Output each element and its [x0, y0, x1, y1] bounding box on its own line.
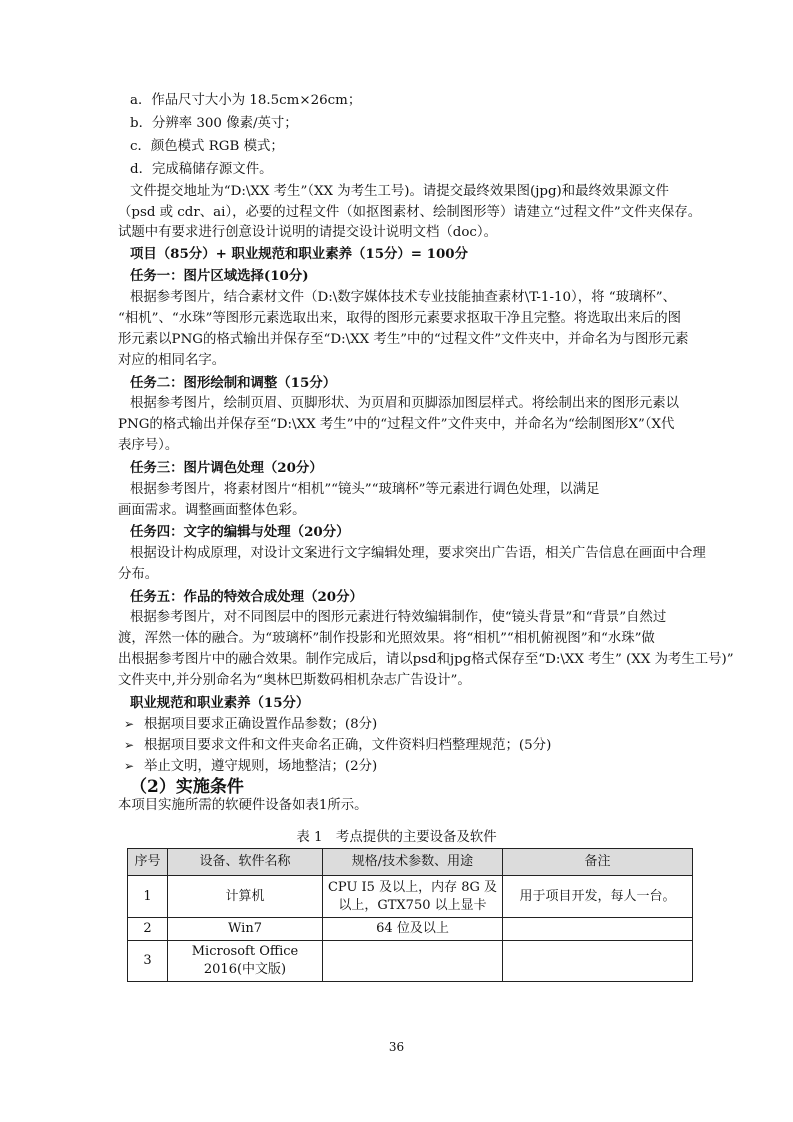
submission-line-1: 文件提交地址为“D:\XX 考生”（XX 为考生工号)。请提交最终效果图(jpg)和最终效果源文件: [130, 184, 669, 199]
param-size: a．作品尺寸大小为 18.5cm×26cm；: [130, 93, 362, 108]
task2-heading: 任务二：图形绘制和调整（15分）: [130, 375, 337, 391]
section-heading: （2）实施条件: [130, 777, 244, 797]
table-cell: [323, 941, 503, 982]
table-cell: [503, 941, 693, 982]
table-caption: 表 1 考点提供的主要设备及软件: [296, 830, 497, 845]
task5-line-1: 根据参考图片，对不同图层中的图形元素进行特效编辑制作，使“镜头背景”和“背景”自然过: [130, 610, 667, 625]
professional-heading: 职业规范和职业素养（15分）: [130, 695, 310, 711]
table-cell: 3: [128, 941, 168, 982]
task3-heading: 任务三：图片调色处理（20分）: [130, 460, 323, 476]
table-header-cell: 备注: [503, 849, 693, 876]
table-cell: Microsoft Office 2016(中文版): [168, 941, 323, 982]
table-cell: 用于项目开发，每人一台。: [503, 876, 693, 918]
table-row: [128, 918, 693, 941]
table-row: [128, 941, 693, 982]
bullet-item: ➢ 举止文明，遵守规则，场地整洁；(2分): [124, 756, 377, 777]
table-cell: 计算机: [168, 876, 323, 918]
task2-line-3: 表序号）。: [118, 438, 179, 453]
task3-line-2: 画面需求。调整画面整体色彩。: [118, 503, 306, 518]
score-summary: 项目（85分）+ 职业规范和职业素养（15分）= 100分: [130, 246, 469, 262]
table-cell: CPU I5 及以上，内存 8G 及以上，GTX750 以上显卡: [323, 876, 503, 918]
table-header-row: [128, 849, 693, 876]
equipment-table: [127, 848, 693, 982]
task4-line-1: 根据设计构成原理，对设计文案进行文字编辑处理，要求突出广告语，相关广告信息在画面中合理: [130, 546, 706, 561]
task2-line-2: PNG的格式输出并保存至“D:\XX 考生”中的“过程文件”文件夹中，并命名为“绘制图形X”（X代: [118, 417, 675, 432]
arrow-bullet-icon: ➢: [124, 759, 135, 773]
arrow-bullet-icon: ➢: [124, 717, 135, 731]
page-number: 36: [388, 1040, 405, 1054]
task5-line-3: 出根据参考图片中的融合效果。制作完成后，请以psd和jpg格式保存至“D:\XX 考生” (XX 为考生工号)”: [118, 652, 734, 667]
arrow-bullet-icon: ➢: [124, 738, 135, 752]
task1-line-1: 根据参考图片，结合素材文件（D:\数字媒体技术专业技能抽查素材\T-1-10），将 “玻璃杯”、: [130, 290, 676, 305]
table-cell: Win7: [168, 918, 323, 941]
task5-heading: 任务五：作品的特效合成处理（20分）: [130, 589, 363, 605]
table-cell: [503, 918, 693, 941]
table-row: [128, 876, 693, 918]
section-intro: 本项目实施所需的软硬件设备如表1所示。: [118, 798, 368, 813]
table-header-cell: 规格/技术参数、用途: [323, 849, 503, 876]
submission-line-2: （psd 或 cdr、ai），必要的过程文件（如抠图素材、绘制图形等）请建立“过程文件”文件夹保存。: [118, 205, 702, 220]
table-cell: 64 位及以上: [323, 918, 503, 941]
param-source-file: d．完成稿储存源文件。: [130, 162, 273, 177]
task4-heading: 任务四：文字的编辑与处理（20分）: [130, 524, 350, 540]
submission-line-3: 试题中有要求进行创意设计说明的请提交设计说明文档（doc）。: [118, 225, 497, 240]
table-header-cell: 序号: [128, 849, 168, 876]
bullet-item: ➢ 根据项目要求文件和文件夹命名正确，文件资料归档整理规范；(5分): [124, 735, 551, 756]
task1-line-3: 形元素以PNG的格式输出并保存至“D:\XX 考生”中的“过程文件”文件夹中，并命名为与图形元素: [118, 332, 689, 347]
table-header-cell: 设备、软件名称: [168, 849, 323, 876]
task3-line-1: 根据参考图片，将素材图片“相机”“镜头”“玻璃杯”等元素进行调色处理，以满足: [130, 482, 600, 497]
task2-line-1: 根据参考图片，绘制页眉、页脚形状、为页眉和页脚添加图层样式。将绘制出来的图形元素以: [130, 396, 680, 411]
bullet-item: ➢ 根据项目要求正确设置作品参数；(8分): [124, 714, 377, 735]
task1-line-4: 对应的相同名字。: [118, 353, 226, 368]
task1-heading: 任务一：图片区域选择(10分): [130, 268, 309, 284]
param-resolution: b．分辨率 300 像素/英寸；: [130, 116, 298, 131]
table-cell: 2: [128, 918, 168, 941]
task4-line-2: 分布。: [118, 567, 159, 582]
task5-line-2: 渡，浑然一体的融合。为“玻璃杯”制作投影和光照效果。将“相机”“相机俯视图”和“水珠”做: [118, 631, 655, 646]
table-cell: 1: [128, 876, 168, 918]
param-color-mode: c．颜色模式 RGB 模式；: [130, 139, 284, 154]
task1-line-2: “相机”、“水珠”等图形元素选取出来，取得的图形元素要求抠取干净且完整。将选取出来后的图: [118, 311, 682, 326]
task5-line-4: 文件夹中,并分别命名为“奥林巴斯数码相机杂志广告设计”。: [118, 673, 471, 688]
